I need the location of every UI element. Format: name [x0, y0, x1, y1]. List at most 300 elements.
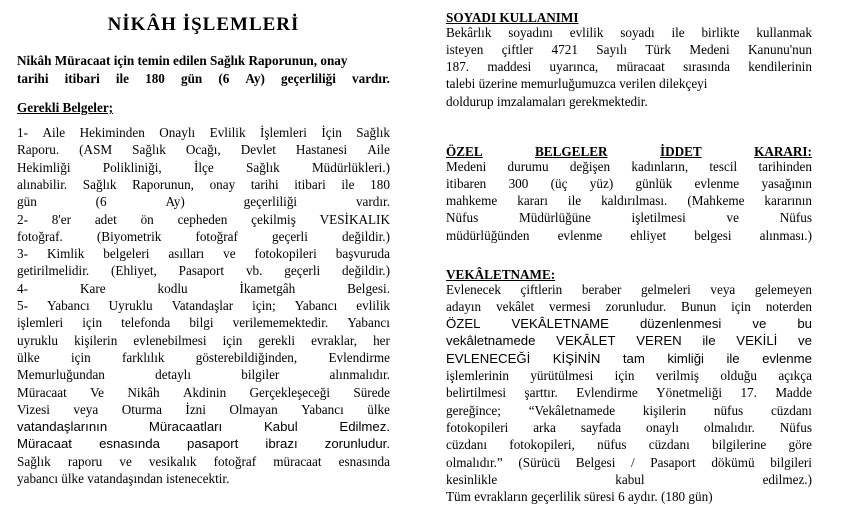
word: gün	[17, 194, 37, 210]
word: raporu	[67, 453, 103, 469]
word: Kabul	[263, 419, 298, 435]
word: müracaat	[616, 59, 665, 75]
word: Sağlık	[246, 159, 280, 175]
word: ülke	[367, 401, 390, 417]
word: SOYADI KULLANIMI	[446, 10, 579, 25]
body-line	[446, 158, 812, 175]
word: belgesi	[694, 227, 732, 243]
word: 5-	[17, 298, 28, 313]
word: Yabancı	[347, 315, 390, 331]
word: beraber	[581, 281, 622, 297]
word: Hekimliği	[17, 159, 71, 175]
word: Nüfus	[446, 210, 479, 226]
body-line	[446, 192, 812, 209]
word: çiftlerin	[520, 281, 563, 297]
word: açıkça	[778, 368, 812, 383]
word: kadınların,	[631, 158, 689, 174]
body-line	[17, 418, 390, 435]
word: Türk	[645, 41, 672, 57]
body-line	[446, 58, 812, 75]
word: evlilik	[356, 298, 390, 313]
body-line	[17, 453, 390, 470]
word: gelmeleri	[640, 281, 691, 297]
word: Uyruklu	[108, 298, 153, 313]
word: geçerliliği	[281, 70, 336, 86]
word: mahkeme	[446, 193, 498, 209]
word: vesikalık	[148, 453, 197, 469]
word: cüzdanı	[770, 402, 812, 418]
word: (6	[95, 194, 107, 210]
word: geçerli	[272, 228, 308, 244]
word: geçerli	[284, 263, 321, 279]
word: ve	[752, 316, 767, 332]
word: vekâlet	[496, 298, 535, 314]
word: kimliği	[667, 350, 704, 366]
word: Hastanesi	[295, 142, 348, 158]
body-line	[17, 193, 390, 210]
word: ve	[798, 333, 812, 349]
word: ile	[726, 350, 740, 366]
word: Pasaport	[178, 263, 225, 279]
word: veya	[710, 281, 736, 297]
page-title: NİKÂH İŞLEMLERİ	[107, 14, 300, 35]
word: itibari	[64, 70, 100, 86]
word: Belgesi	[575, 454, 616, 470]
body-line	[446, 350, 812, 367]
word: talebi üzerine memurluğumuzca verilen dilekçeyi	[446, 76, 708, 92]
word: şarttır.	[524, 385, 558, 401]
word: İlçe	[193, 159, 214, 175]
word: İkametgâh	[239, 280, 296, 296]
word: farklılık	[122, 349, 165, 365]
word: adet	[94, 211, 117, 227]
word: Müracaat	[17, 436, 72, 452]
word: yabancı ülke vatandaşından istenecektir.	[17, 471, 230, 486]
word: tam	[622, 350, 645, 366]
body-line	[446, 402, 812, 419]
word: KİŞİNİN	[552, 350, 601, 366]
word: fotoğraf	[213, 453, 257, 469]
word: Polikliniği,	[102, 159, 162, 175]
word: için	[731, 298, 751, 314]
word: İzni	[185, 401, 206, 417]
word: bilgileri	[770, 454, 812, 470]
word: zorunludur.	[324, 436, 390, 452]
word: /	[630, 454, 635, 470]
word: için;	[252, 298, 276, 313]
word: kabul	[615, 471, 645, 487]
word: 2-	[17, 211, 28, 227]
word: itibari	[294, 176, 326, 192]
word: nüfus	[713, 402, 744, 418]
word: onay	[209, 176, 236, 192]
word: VEREN	[636, 333, 682, 349]
body-line	[446, 24, 812, 41]
word: 300	[508, 175, 529, 191]
word: evlenme	[694, 175, 740, 191]
word: kullanmak	[756, 24, 812, 40]
word: Gerekli Belgeler;	[17, 100, 114, 115]
word: VEKİLİ	[736, 333, 778, 349]
word: çiftler	[501, 41, 534, 57]
word: Evlilik	[209, 125, 246, 140]
word: pasaport	[187, 436, 239, 452]
word: isteyen	[446, 41, 484, 57]
word: her	[373, 332, 390, 348]
body-line	[17, 314, 390, 331]
word: zorunludur.	[605, 298, 667, 314]
word: dökümü	[711, 454, 755, 470]
word: düzenlenmesi	[639, 316, 722, 332]
body-line	[446, 384, 812, 401]
word: (ASM	[79, 142, 113, 158]
word: gün	[180, 70, 203, 86]
word: İçin	[321, 125, 342, 140]
word: için	[222, 332, 243, 348]
word: kişilerin	[74, 332, 118, 348]
body-line	[17, 124, 390, 141]
word: fotokopileri,	[509, 437, 575, 453]
word: kararı	[517, 193, 548, 209]
word: Olmayan	[229, 401, 278, 417]
word: işlemlerinin	[446, 368, 509, 383]
body-line	[446, 227, 812, 244]
word: ve	[119, 453, 132, 469]
word: 1-	[17, 125, 28, 140]
body-line	[17, 211, 390, 228]
word: asılları	[168, 246, 205, 262]
body-line	[446, 419, 812, 436]
word: bilgilerine	[712, 437, 767, 453]
word: evlenme	[557, 227, 603, 243]
word: tarihi	[250, 176, 279, 192]
word: Sayılı	[596, 41, 628, 57]
word: belirtilmesi	[446, 385, 507, 401]
word: 8'er	[51, 211, 72, 227]
word: verilememektedir.	[232, 315, 329, 331]
word: VEKÂLETNAME:	[446, 267, 556, 282]
word: Pasaport	[650, 454, 696, 470]
word: bu	[797, 316, 812, 332]
word: Sağlık	[17, 453, 51, 469]
word: ile	[567, 193, 582, 209]
body-line	[17, 401, 390, 418]
word: gerekli	[258, 332, 296, 348]
word: yasağının	[761, 175, 812, 191]
word: bilgi	[189, 315, 214, 331]
word: değildir.)	[342, 263, 390, 279]
section-heading	[17, 99, 390, 116]
word: Sağlık	[356, 125, 390, 140]
word: Müdürlükleri.)	[311, 159, 390, 175]
body-line	[17, 332, 390, 349]
word: Evlenecek	[446, 281, 501, 297]
word: için	[614, 368, 635, 383]
word: ön	[140, 211, 154, 227]
word: Oturma	[121, 401, 162, 417]
word: Bunun	[681, 298, 717, 314]
word: BELGELER	[535, 144, 608, 159]
word: kodlu	[157, 280, 188, 296]
word: çekilmiş	[251, 211, 296, 227]
body-line	[17, 366, 390, 383]
word: vardır.	[352, 70, 390, 86]
word: Hekiminden	[79, 125, 145, 140]
word: Müracaat	[17, 384, 67, 400]
word: Medeni	[689, 41, 730, 57]
word: esnasında	[338, 453, 390, 469]
word: Bekârlık	[446, 24, 492, 40]
word: Raporunun,	[132, 176, 194, 192]
word: EVLENECEĞİ	[446, 350, 531, 366]
word: vb.	[245, 263, 263, 279]
word: ülke	[17, 349, 40, 365]
word: alınmalıdır.	[329, 367, 390, 383]
word: 180	[145, 70, 165, 86]
word: Devlet	[240, 142, 276, 158]
word: gösterebildiğinden,	[195, 349, 298, 365]
word: vardır.	[355, 194, 390, 210]
body-line	[446, 41, 812, 58]
word: Evlendirme	[576, 385, 638, 401]
body-line	[446, 454, 812, 471]
word: Ve	[90, 384, 105, 400]
word: (üç	[550, 175, 568, 191]
word: 4-	[17, 280, 28, 296]
word: Müdürlüğüne	[519, 210, 591, 226]
word: vatandaşlarının	[17, 419, 108, 435]
word: VEKÂLET	[556, 333, 616, 349]
body-line	[446, 175, 812, 192]
word: evlenebilmesi	[133, 332, 207, 348]
body-line	[446, 298, 812, 315]
word: Yabancı	[301, 401, 344, 417]
word: işletilmesi	[631, 210, 686, 226]
word: Yönetmeliği	[656, 385, 723, 401]
word: alınabilir.	[17, 176, 68, 192]
word: Aile	[367, 142, 390, 158]
word: 17.	[740, 385, 757, 401]
word: Müracaatları	[148, 419, 223, 435]
body-line	[446, 488, 812, 505]
word: Ay)	[245, 70, 265, 86]
word: esnasında	[99, 436, 160, 452]
word: gereğince;	[446, 402, 501, 418]
body-line	[446, 315, 812, 332]
word: ile	[671, 24, 685, 40]
word: İşlemleri	[260, 125, 307, 140]
word: KARARI:	[754, 144, 812, 159]
word: ile	[702, 333, 716, 349]
word: cepheden	[177, 211, 228, 227]
body-line	[17, 141, 390, 158]
word: başvuruda	[335, 246, 390, 262]
word: arka	[533, 419, 556, 435]
word: olduğu	[720, 368, 757, 383]
word: kesinlikle	[446, 471, 498, 487]
word: değildir.)	[341, 228, 390, 244]
word: Sağlık	[132, 142, 166, 158]
word: Sürede	[353, 384, 390, 400]
word: sırasında	[683, 59, 730, 75]
word: evraklar,	[311, 332, 358, 348]
word: 187.	[446, 59, 470, 75]
word: olmalıdır.”	[446, 454, 503, 470]
word: VESİKALIK	[319, 211, 390, 227]
word: ile	[341, 176, 355, 192]
word: soyadı	[620, 24, 655, 40]
word: Yabancı	[47, 298, 90, 313]
word: Tüm evrakların geçerlilik süresi 6 aydır. (180 gün)	[446, 489, 713, 505]
word: alınması.)	[759, 227, 812, 243]
word: yürütülmesi	[530, 368, 594, 383]
word: ile	[115, 70, 130, 86]
word: gelemeyen	[754, 281, 812, 297]
word: müracaat	[273, 453, 322, 469]
body-line	[17, 228, 390, 245]
word: Kare	[79, 280, 106, 296]
word: 3-	[17, 246, 28, 262]
body-line	[17, 176, 390, 193]
word: yüz)	[589, 175, 614, 191]
word: uyruklu	[17, 332, 59, 348]
word: ÖZEL	[446, 144, 483, 159]
word: sayfada	[580, 419, 622, 435]
word: Nüfus	[779, 210, 812, 226]
word: vermesi	[549, 298, 591, 314]
word: günlük	[635, 175, 673, 191]
word: kendilerinin	[748, 59, 812, 75]
word: Kimlik	[46, 246, 85, 262]
word: Raporu.	[17, 142, 60, 158]
word: (Mahkeme	[687, 193, 745, 209]
word: tarihi	[17, 70, 49, 86]
word: tescil	[709, 158, 738, 174]
word: doldurup imzalamaları gerekmektedir.	[446, 93, 648, 109]
word: verilmiş	[655, 368, 700, 383]
body-line	[17, 384, 390, 401]
word: evlilik	[569, 24, 604, 40]
word: cüzdanı	[648, 437, 690, 453]
word: ÖZEL	[446, 316, 481, 332]
word: Gerçekleşeceği	[249, 384, 331, 400]
word: Medeni	[446, 158, 487, 174]
word: edilmez.)	[762, 471, 812, 487]
word: “Vekâletnamede	[528, 402, 616, 418]
word: vekâletnamede	[446, 333, 536, 349]
word: kaldırılması.	[601, 193, 668, 209]
word: cüzdanı	[446, 437, 488, 453]
word: ve	[726, 210, 739, 226]
word: belgeleri	[103, 246, 150, 262]
word: soyadını	[508, 24, 553, 40]
word: nüfus	[597, 437, 627, 453]
word: ehliyet	[630, 227, 667, 243]
word: ve	[223, 246, 236, 262]
word: kararının	[764, 193, 812, 209]
word: durumu	[507, 158, 549, 174]
word: onaylı	[646, 419, 679, 435]
body-line	[17, 435, 390, 452]
word: müdürlüğünden	[446, 227, 530, 243]
word: işlemleri	[17, 315, 64, 331]
word: Aile	[42, 125, 66, 140]
word: 180	[370, 176, 390, 192]
word: tarihinden	[758, 158, 812, 174]
body-line	[446, 367, 812, 384]
word: Kanunu'nun	[748, 41, 812, 57]
body-line	[446, 436, 812, 453]
word: İDDET	[659, 144, 702, 159]
word: için	[82, 315, 103, 331]
body-line	[17, 159, 390, 176]
body-line	[17, 280, 390, 297]
word: ibrazı	[265, 436, 298, 452]
body-line	[17, 349, 390, 366]
word: adayın	[446, 298, 482, 314]
word: noterden	[765, 298, 812, 314]
word: VEKÂLETNAME	[511, 316, 609, 332]
word: için	[70, 349, 91, 365]
word: (Ehliyet,	[111, 263, 157, 279]
word: Memurluğundan	[17, 367, 105, 383]
word: Nüfus	[779, 419, 812, 435]
word: 4721	[551, 41, 578, 57]
word: bilgiler	[241, 367, 280, 383]
word: evlenme	[762, 350, 812, 366]
body-line	[446, 471, 812, 488]
word: getirilmelidir.	[17, 263, 90, 279]
body-line	[446, 209, 812, 226]
intro-line	[17, 70, 390, 87]
body-line	[17, 470, 390, 487]
word: maddesi	[487, 59, 532, 75]
word: fotoğraf	[195, 228, 238, 244]
word: fotoğraf.	[17, 228, 63, 244]
word: Vizesi	[17, 401, 50, 417]
word: Nikâh	[127, 384, 160, 400]
word: Sağlık	[82, 176, 117, 192]
word: veya	[73, 401, 99, 417]
word: Madde	[775, 385, 812, 401]
word: Vatandaşlar	[171, 298, 234, 313]
word: (6	[218, 70, 230, 86]
word: Edilmez.	[339, 419, 390, 435]
word: değişen	[569, 158, 611, 174]
word: göre	[788, 437, 812, 453]
word: Ocağı,	[185, 142, 221, 158]
word: kişilerin	[642, 402, 687, 418]
word: fotokopileri	[446, 419, 509, 435]
word: Belgesi.	[347, 280, 390, 296]
word: detaylı	[155, 367, 192, 383]
word: Yabancı	[294, 298, 338, 313]
word: Akdinin	[182, 384, 227, 400]
body-line	[446, 281, 812, 298]
word: itibaren	[446, 175, 487, 191]
word: Nikâh Müracaat için temin edilen Sağlık Raporunun, onay	[17, 53, 348, 68]
word: Evlendirme	[328, 349, 390, 365]
word: uyarınca,	[549, 59, 599, 75]
word: olmalıdır.	[703, 419, 755, 435]
body-line	[17, 262, 390, 279]
word: birlikte	[701, 24, 740, 40]
body-line	[446, 93, 812, 110]
word: (Biyometrik	[96, 228, 162, 244]
body-line	[446, 75, 812, 92]
intro-line	[17, 52, 390, 69]
word: (Sürücü	[518, 454, 561, 470]
